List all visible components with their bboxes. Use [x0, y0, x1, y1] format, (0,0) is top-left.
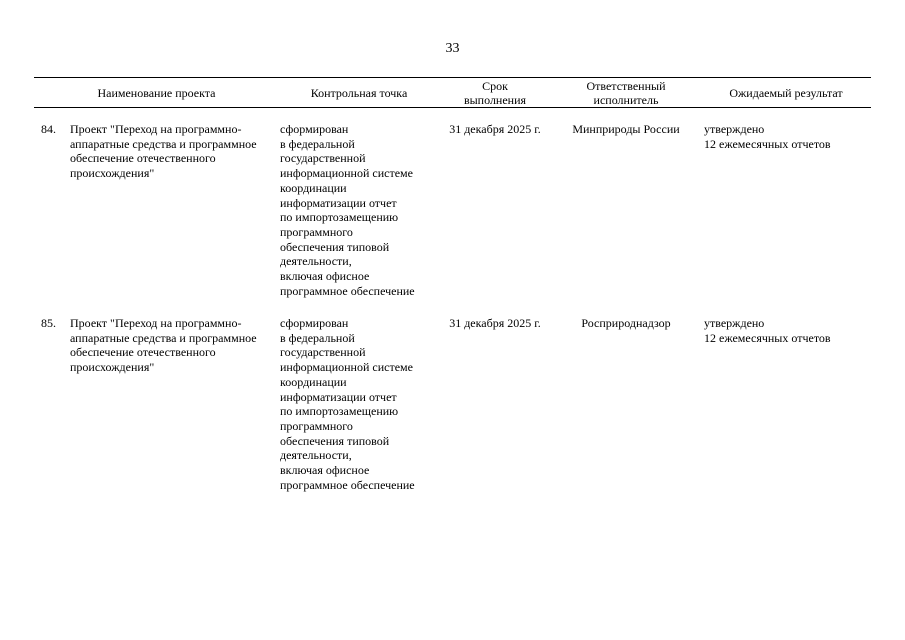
deadline: 31 декабря 2025 г. — [449, 122, 541, 136]
responsible-executor: Минприроды России — [572, 122, 680, 136]
responsible-executor: Росприроднадзор — [581, 316, 671, 330]
project-name: Проект "Переход на программно- аппаратные средства и программное обеспечение отечественного происхождения" — [70, 122, 257, 181]
header-deadline-label: Срок выполнения — [463, 78, 527, 107]
header-responsible-label: Ответственный исполнитель — [586, 78, 666, 107]
expected-result: утверждено 12 ежемесячных отчетов — [704, 316, 831, 345]
page-number: 33 — [445, 41, 460, 56]
control-point: сформирован в федеральной государственной информационной системе координации информатизации отчет по импортозамещению программного обеспечения типовой деятельности, включая офисное программное обеспечение — [280, 316, 415, 492]
header-project-name: Наименование проекта — [97, 85, 216, 100]
project-name: Проект "Переход на программно- аппаратные средства и программное обеспечение отечественного происхождения" — [70, 316, 257, 375]
row-number: 84. — [41, 122, 56, 136]
header-control-point: Контрольная точка — [310, 85, 408, 100]
header-expected-result: Ожидаемый результат — [729, 85, 843, 100]
header-responsible — [551, 78, 701, 107]
control-point: сформирован в федеральной государственной информационной системе координации информатизации отчет по импортозамещению программного обеспечения типовой деятельности, включая офисное программное обеспечение — [280, 122, 415, 298]
expected-result: утверждено 12 ежемесячных отчетов — [704, 122, 831, 151]
header-deadline — [439, 78, 551, 107]
row-number: 85. — [41, 316, 56, 330]
table-header-bottom-rule — [34, 107, 871, 108]
deadline: 31 декабря 2025 г. — [449, 316, 541, 330]
